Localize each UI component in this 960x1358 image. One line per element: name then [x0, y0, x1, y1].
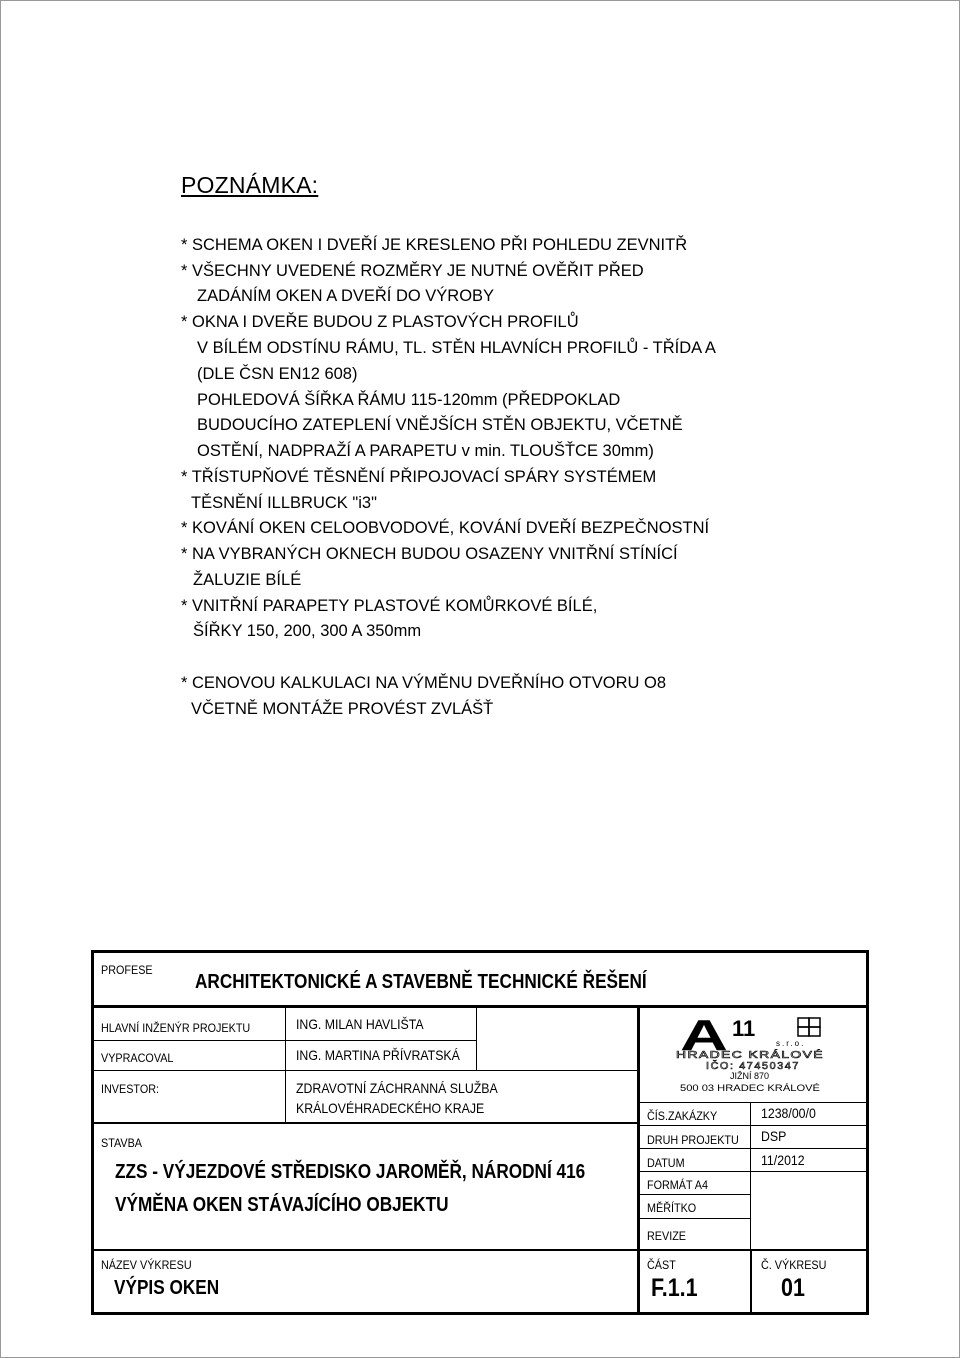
- grid-line: [285, 1008, 286, 1122]
- grid-line: [640, 1194, 750, 1195]
- note-line: OSTĚNÍ, NADPRAŽÍ A PARAPETU v min. TLOUŠŤCE 30mm): [197, 442, 654, 460]
- nazev-value: VÝPIS OKEN: [114, 1277, 220, 1299]
- hip-label: HLAVNÍ INŽENÝR PROJEKTU: [101, 1021, 251, 1035]
- cast-value: F.1.1: [651, 1274, 698, 1302]
- format-label: FORMÁT A4: [647, 1178, 709, 1192]
- logo-postcode: 500 03 HRADEC KRÁLOVÉ: [680, 1083, 820, 1094]
- cislo-label: Č. VÝKRESU: [761, 1258, 827, 1272]
- investor-line1: ZDRAVOTNÍ ZÁCHRANNÁ SLUŽBA: [296, 1080, 498, 1096]
- datum-value: 11/2012: [761, 1152, 805, 1168]
- note-line: * VNITŘNÍ PARAPETY PLASTOVÉ KOMŮRKOVÉ BÍLÉ,: [181, 597, 598, 615]
- cis-zakazky-label: ČÍS.ZAKÁZKY: [647, 1109, 718, 1123]
- nazev-label: NÁZEV VÝKRESU: [101, 1258, 192, 1272]
- investor-line2: KRÁLOVÉHRADECKÉHO KRAJE: [296, 1100, 485, 1116]
- druh-value: DSP: [761, 1128, 787, 1144]
- note-line: VČETNĚ MONTÁŽE PROVÉST ZVLÁŠŤ: [191, 700, 494, 718]
- note-line: V BÍLÉM ODSTÍNU RÁMU, TL. STĚN HLAVNÍCH PROFILŮ - TŘÍDA A: [197, 339, 716, 357]
- note-line: BUDOUCÍHO ZATEPLENÍ VNĚJŠÍCH STĚN OBJEKTU, VČETNĚ: [197, 416, 683, 434]
- vypracoval-value: ING. MARTINA PŘÍVRATSKÁ: [296, 1047, 460, 1063]
- stavba-line1: ZZS - VÝJEZDOVÉ STŘEDISKO JAROMĚŘ, NÁRODNÍ 416: [115, 1161, 586, 1183]
- logo-ico: IČO: 47450347: [706, 1061, 794, 1072]
- profese-value: ARCHITEKTONICKÉ A STAVEBNĚ TECHNICKÉ ŘEŠENÍ: [195, 971, 647, 993]
- profese-label: PROFESE: [101, 963, 153, 977]
- grid-line: [640, 1125, 866, 1126]
- company-logo: [672, 1012, 832, 1100]
- meritko-label: MĚŘÍTKO: [647, 1201, 697, 1215]
- note-line: * TŘÍSTUPŇOVÉ TĚSNĚNÍ PŘIPOJOVACÍ SPÁRY SYSTÉMEM: [181, 468, 657, 486]
- stavba-line2: VÝMĚNA OKEN STÁVAJÍCÍHO OBJEKTU: [115, 1194, 449, 1216]
- druh-label: DRUH PROJEKTU: [647, 1133, 739, 1147]
- revize-label: REVIZE: [647, 1229, 687, 1243]
- note-line: * NA VYBRANÝCH OKNECH BUDOU OSAZENY VNITŘNÍ STÍNÍCÍ: [181, 545, 678, 563]
- note-line: * CENOVOU KALKULACI NA VÝMĚNU DVEŘNÍHO OTVORU O8: [181, 674, 667, 692]
- note-line: ŠÍŘKY 150, 200, 300 A 350mm: [193, 622, 422, 640]
- cislo-value: 01: [781, 1274, 805, 1302]
- logo-city: HRADEC KRÁLOVÉ: [676, 1050, 783, 1061]
- frame-line: [637, 1008, 640, 1312]
- grid-line: [640, 1218, 750, 1219]
- note-line: (DLE ČSN EN12 608): [197, 365, 358, 383]
- cast-label: ČÁST: [647, 1258, 676, 1272]
- note-line: * KOVÁNÍ OKEN CELOOBVODOVÉ, KOVÁNÍ DVEŘÍ BEZPEČNOSTNÍ: [181, 519, 710, 537]
- notes-heading: POZNÁMKA:: [181, 172, 319, 198]
- note-line: ŽALUZIE BÍLÉ: [193, 571, 302, 589]
- logo-sro: s.r.o.: [776, 1039, 806, 1048]
- note-line: * VŠECHNY UVEDENÉ ROZMĚRY JE NUTNÉ OVĚŘIT PŘED: [181, 262, 644, 280]
- frame-line: [91, 1005, 869, 1008]
- logo-mark-a: A: [680, 1012, 728, 1060]
- note-line: POHLEDOVÁ ŠÍŘKA ŘÁMU 115-120mm (PŘEDPOKLAD: [197, 391, 621, 409]
- note-line: * SCHEMA OKEN I DVEŘÍ JE KRESLENO PŘI POHLEDU ZEVNITŘ: [181, 236, 688, 254]
- frame-line: [91, 1312, 869, 1315]
- logo-street: JIŽNÍ 870: [730, 1071, 770, 1081]
- hip-value: ING. MILAN HAVLIŠTA: [296, 1016, 424, 1032]
- frame-line: [91, 950, 869, 953]
- investor-label: INVESTOR:: [101, 1082, 160, 1096]
- grid-line: [94, 1070, 638, 1071]
- note-line: * OKNA I DVEŘE BUDOU Z PLASTOVÝCH PROFILŮ: [181, 313, 579, 331]
- grid-line: [94, 1122, 638, 1124]
- grid-line: [640, 1102, 866, 1103]
- grid-line: [750, 1251, 752, 1312]
- vypracoval-label: VYPRACOVAL: [101, 1051, 174, 1065]
- logo-mark-11: 11: [732, 1016, 756, 1041]
- stavba-label: STAVBA: [101, 1136, 143, 1150]
- logo-squares-icon: [798, 1018, 820, 1036]
- grid-line: [94, 1249, 869, 1251]
- note-line: TĚSNĚNÍ ILLBRUCK "i3": [191, 494, 377, 512]
- datum-label: DATUM: [647, 1156, 685, 1170]
- note-line: ZADÁNÍM OKEN A DVEŘÍ DO VÝROBY: [197, 287, 495, 305]
- cis-zakazky-value: 1238/00/0: [761, 1105, 816, 1121]
